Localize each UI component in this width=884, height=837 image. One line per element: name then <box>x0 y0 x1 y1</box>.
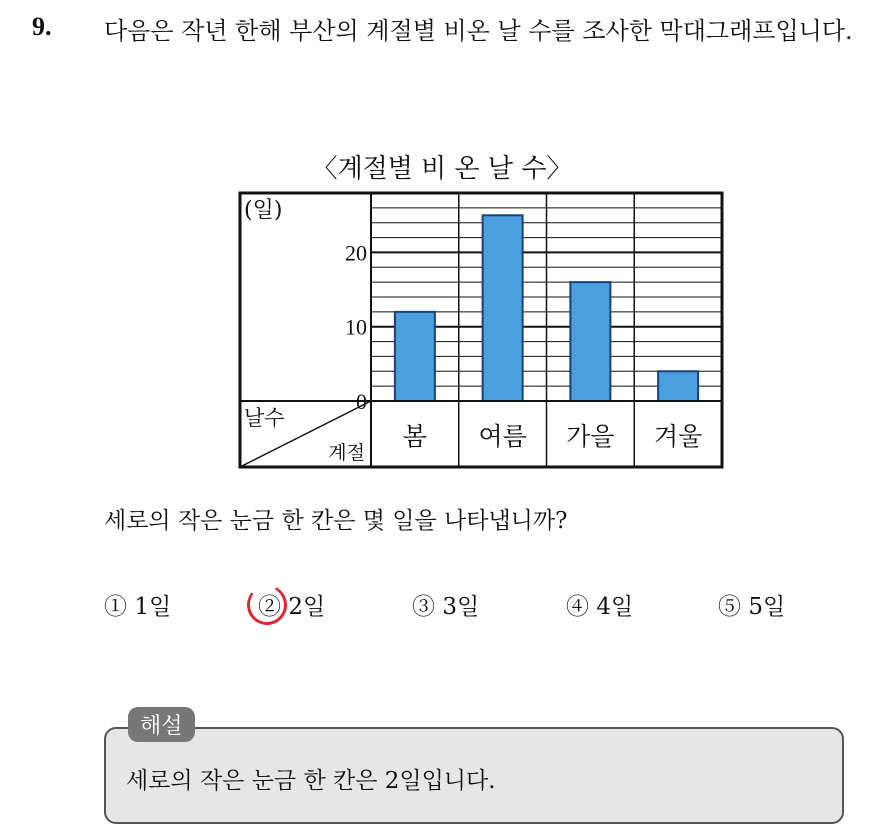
choice-mark: ③ <box>412 594 435 620</box>
choice-3[interactable] <box>412 588 479 621</box>
bar-겨울 <box>658 371 698 401</box>
choice-label: 4일 <box>596 594 634 620</box>
chart-title: 〈계절별 비 온 날 수〉 <box>311 154 573 184</box>
choice-mark: ④ <box>566 594 589 620</box>
choice-4[interactable] <box>566 588 633 621</box>
choice-mark: ② <box>258 594 281 620</box>
choice-1[interactable] <box>104 588 171 621</box>
choice-label: 5일 <box>748 594 786 620</box>
corner-label-bottom: 계절 <box>328 442 365 464</box>
bar-가을 <box>570 282 610 401</box>
choice-5[interactable] <box>718 588 785 621</box>
y-tick-label: 20 <box>345 240 367 266</box>
corner-label-top: 날수 <box>244 406 285 430</box>
explanation-tag: 해설 <box>128 707 195 742</box>
bar-여름 <box>483 215 523 401</box>
sub-question: 세로의 작은 눈금 한 칸은 몇 일을 나타냅니까? <box>104 508 568 534</box>
question-text: 다음은 작년 한해 부산의 계절별 비온 날 수를 조사한 막대그래프입니다. <box>104 17 853 45</box>
question-number: 9. <box>32 12 52 41</box>
choice-label: 3일 <box>442 594 480 620</box>
category-label: 봄 <box>402 422 427 451</box>
category-label: 겨울 <box>653 422 703 451</box>
explanation-text: 세로의 작은 눈금 한 칸은 2일입니다. <box>126 768 496 794</box>
bar-봄 <box>395 312 435 401</box>
category-label: 가을 <box>566 422 615 451</box>
choice-mark: ⑤ <box>718 594 741 620</box>
y-axis-unit-label: (일) <box>244 198 283 223</box>
category-label: 여름 <box>478 422 527 451</box>
choice-label: 1일 <box>134 594 172 620</box>
choice-mark: ① <box>104 594 127 620</box>
y-tick-label: 10 <box>345 314 367 340</box>
y-tick-label: 0 <box>356 389 367 414</box>
choice-label: 2일 <box>288 594 326 620</box>
